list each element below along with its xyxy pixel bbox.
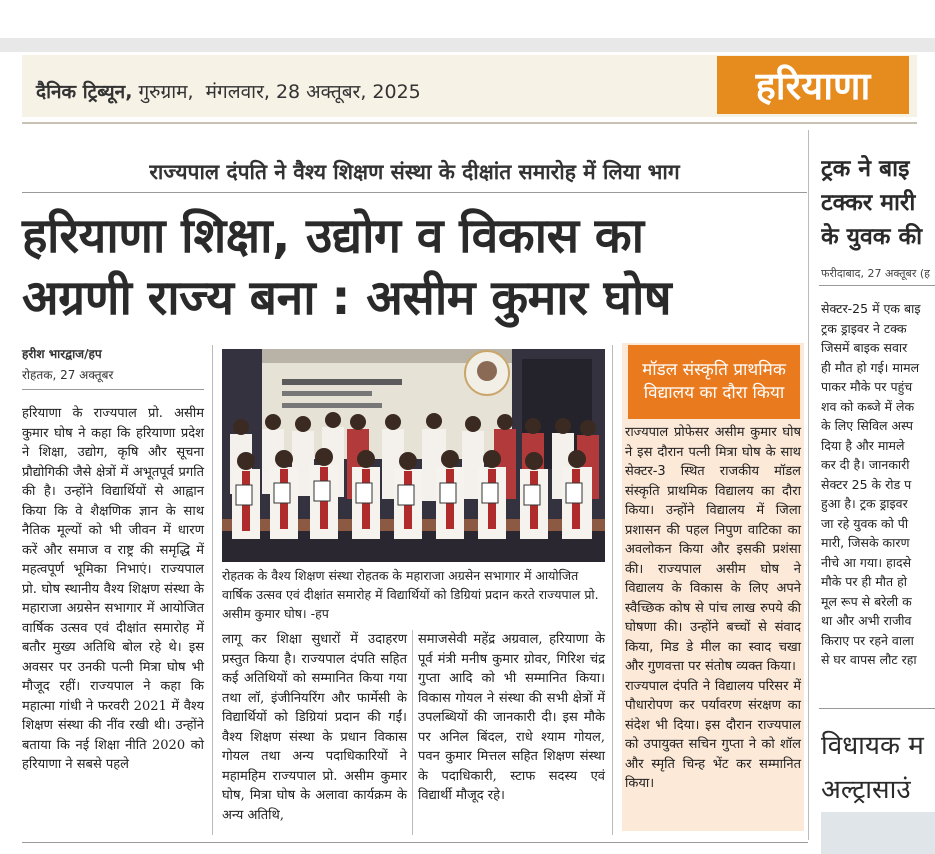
right-story2-photo bbox=[821, 812, 935, 854]
story-column-2: लागू कर शिक्षा सुधारों में उदाहरण प्रस्तुत किया है। राज्यपाल दंपति सहित कई अतिथियों को सम्मानित किया गया तथा लॉ, इंजीनियरिंग और फार्मेसी के विद्यार्थियों को डिग्रियां प्रदान की गईं। वैश्य शिक्षण संस्था के प्रधान विकास गोयल तथा अन्य पदाधिकारियों ने महामहिम राज्यपाल प्रो. असीम कुमार घोष, मित्रा घोष के अलावा कार्यक्रम के अन्य अतिथि, bbox=[222, 632, 407, 823]
headline-line: टक्कर मारी bbox=[821, 190, 916, 216]
photo-caption: रोहतक के वैश्य शिक्षण संस्था रोहतक के महाराजा अग्रसेन सभागार में आयोजित वार्षिक उत्सव एवं दीक्षांत समारोह में विद्यार्थियों को डिग्रियां प्रदान करते राज्यपाल प्रो. असीम कुमार घोष। -हप bbox=[222, 568, 599, 621]
story-column-3: समाजसेवी महेंद्र अग्रवाल, हरियाणा के पूर्व मंत्री मनीष कुमार ग्रोवर, गिरिश चंद्र गुप्ता आदि को भी सम्मानित किया। विकास गोयल ने संस्था की सभी क्षेत्रों में उपलब्धियों की जानकारी दी। इस मौके पर अनिल बिंदल, राधे श्याम गोयल, पवन कुमार मित्तल सहित शिक्षण संस्था के पदाधिकारी, स्टाफ सदस्य एवं विद्यार्थी मौजूद रहे। bbox=[418, 632, 605, 803]
text-line: किराए पर रहने वाला bbox=[821, 632, 914, 648]
headline-line-1: हरियाणा शिक्षा, उद्योग व विकास का bbox=[22, 208, 644, 264]
text-line: नीचे आ गया। हादसे bbox=[821, 554, 912, 570]
text-line: था और अभी राजीव bbox=[821, 613, 912, 628]
text-line: सेक्टर-25 में एक बाइ bbox=[821, 301, 921, 316]
text-line: पाकर मौके पर पहुंच bbox=[821, 379, 913, 394]
section-tag: हरियाणा bbox=[717, 56, 909, 114]
edition-city: गुरुग्राम, bbox=[138, 81, 194, 103]
masthead-rule bbox=[22, 122, 917, 124]
sidebar-body bbox=[625, 423, 801, 794]
sidebar-title bbox=[628, 345, 800, 419]
news-photo bbox=[222, 349, 605, 562]
sidebar-paragraph: राज्यपाल प्रोफेसर असीम कुमार घोष ने इस दौरान पत्नी मित्रा घोष के साथ सेक्टर-3 स्थित राजकीय मॉडल संस्कृति प्राथमिक विद्यालय का दौरा किया। उन्होंने विद्यालय में जिला प्रशासन की पहल निपुण वाटिका का अवलोकन किया और इसकी प्रशंसा की। राज्यपाल असीम घोष ने विद्यालय के विकास के लिए अपने स्वैच्छिक कोष से पांच लाख रुपये की घोषणा की। उन्होंने बच्चों से संवाद किया, मिड डे मील का स्वाद चखा और गुणवत्ता पर संतोष व्यक्त किया। bbox=[625, 425, 801, 674]
story-column-1: हरियाणा के राज्यपाल प्रो. असीम कुमार घोष ने कहा कि हरियाणा प्रदेश ने शिक्षा, उद्योग, कृषि और सूचना प्रौद्योगिकी जैसे क्षेत्रों में अभूतपूर्व प्रगति की है। उन्होंने विद्यार्थियों से आह्वान किया कि वे शैक्षणिक ज्ञान के साथ नैतिक मूल्यों को भी जीवन में धारण करें और समाज व राष्ट्र की समृद्धि में महत्वपूर्ण भूमिका निभाएं। राज्यपाल प्रो. घोष स्थानीय वैश्य शिक्षण संस्था के महाराजा अग्रसेन सभागार में आयोजित वार्षिक उत्सव एवं दीक्षांत समारोह में बतौर मुख्य अतिथि बोल रहे थे। इस अवसर पर उनकी पत्नी मित्रा घोष भी मौजूद रहीं। राज्यपाल ने कहा कि महात्मा गांधी ने फरवरी 2021 में वैश्य शिक्षण संस्था की नींव रखी थी। उन्होंने बताया कि नई शिक्षा नीति 2020 को हरियाणा ने सबसे पहले bbox=[22, 406, 204, 772]
text-line: शव को कब्जे में लेक bbox=[821, 398, 915, 414]
headline-line: के युवक की bbox=[821, 224, 923, 250]
text-line: मारी, जिसके कारण bbox=[821, 535, 910, 550]
right-story-headline bbox=[821, 152, 935, 254]
column-divider bbox=[412, 630, 413, 835]
text-line: ट्रक ड्राइवर ने टक्क bbox=[821, 320, 907, 336]
text-line: कर दी है। जानकारी bbox=[821, 457, 910, 472]
kicker-rule bbox=[22, 192, 807, 193]
text-line: हुआ है। ट्रक ड्राइवर bbox=[821, 496, 908, 511]
top-margin bbox=[0, 0, 935, 40]
right-story2-headline bbox=[821, 724, 935, 812]
story-kicker: राज्यपाल दंपति ने वैश्य शिक्षण संस्था के दीक्षांत समारोह में लिया भाग bbox=[149, 160, 680, 184]
story-headline bbox=[22, 205, 807, 329]
text-line: सेक्टर 25 के रोड प bbox=[821, 476, 912, 492]
byline: हरीश भारद्वाज/हप bbox=[22, 347, 102, 361]
text-line: मौके पर ही मौत हो bbox=[821, 574, 908, 589]
masthead-info bbox=[36, 78, 421, 104]
text-line: ही मौत हो गई। मामल bbox=[821, 359, 920, 375]
headline-line-2: अग्रणी राज्य बना : असीम कुमार घोष bbox=[22, 270, 672, 326]
text-line: जा रहे युवक को पी bbox=[821, 515, 909, 531]
text-line: से घर वापस लौट रहा bbox=[821, 652, 917, 667]
page-fold-shadow bbox=[0, 38, 935, 52]
column-divider bbox=[212, 345, 213, 835]
headline-line: विधायक म bbox=[821, 731, 924, 761]
newspaper-name: दैनिक ट्रिब्यून, bbox=[36, 81, 133, 103]
headline-line: अल्ट्रासाउं bbox=[821, 775, 911, 805]
right-story-body bbox=[821, 299, 935, 670]
page-bottom-rule bbox=[22, 842, 808, 843]
text-line: जिसमें बाइक सवार bbox=[821, 340, 908, 355]
dateline: रोहतक, 27 अक्तूबर bbox=[22, 368, 114, 382]
sidebar-title-text: मॉडल संस्कृति प्राथमिक विद्यालय का दौरा किया bbox=[642, 360, 786, 403]
text-line: मूल रूप से बरेली क bbox=[821, 593, 912, 609]
sidebar-paragraph: राज्यपाल दंपति ने विद्यालय परिसर में पौधारोपण कर पर्यावरण संरक्षण का संदेश भी दिया। इस दौरान राज्यपाल को उपायुक्त सचिन गुप्ता ने को शॉल और स्मृति चिन्ह भेंट कर सम्मानित किया। bbox=[625, 678, 801, 791]
right-story-rule bbox=[819, 285, 935, 286]
byline-rule bbox=[22, 389, 204, 390]
photo-illustration bbox=[222, 349, 605, 562]
text-line: दिया है और मामले bbox=[821, 437, 905, 453]
text-line: के लिए सिविल अस्प bbox=[821, 418, 914, 433]
edition-date: मंगलवार, 28 अक्तूबर, 2025 bbox=[205, 81, 421, 103]
right-story-dateline: फरीदाबाद, 27 अक्तूबर (ह bbox=[821, 267, 930, 280]
right-story-rule bbox=[819, 708, 935, 709]
column-divider bbox=[612, 345, 613, 835]
column-divider bbox=[808, 130, 809, 840]
headline-line: ट्रक ने बाइ bbox=[821, 156, 910, 182]
